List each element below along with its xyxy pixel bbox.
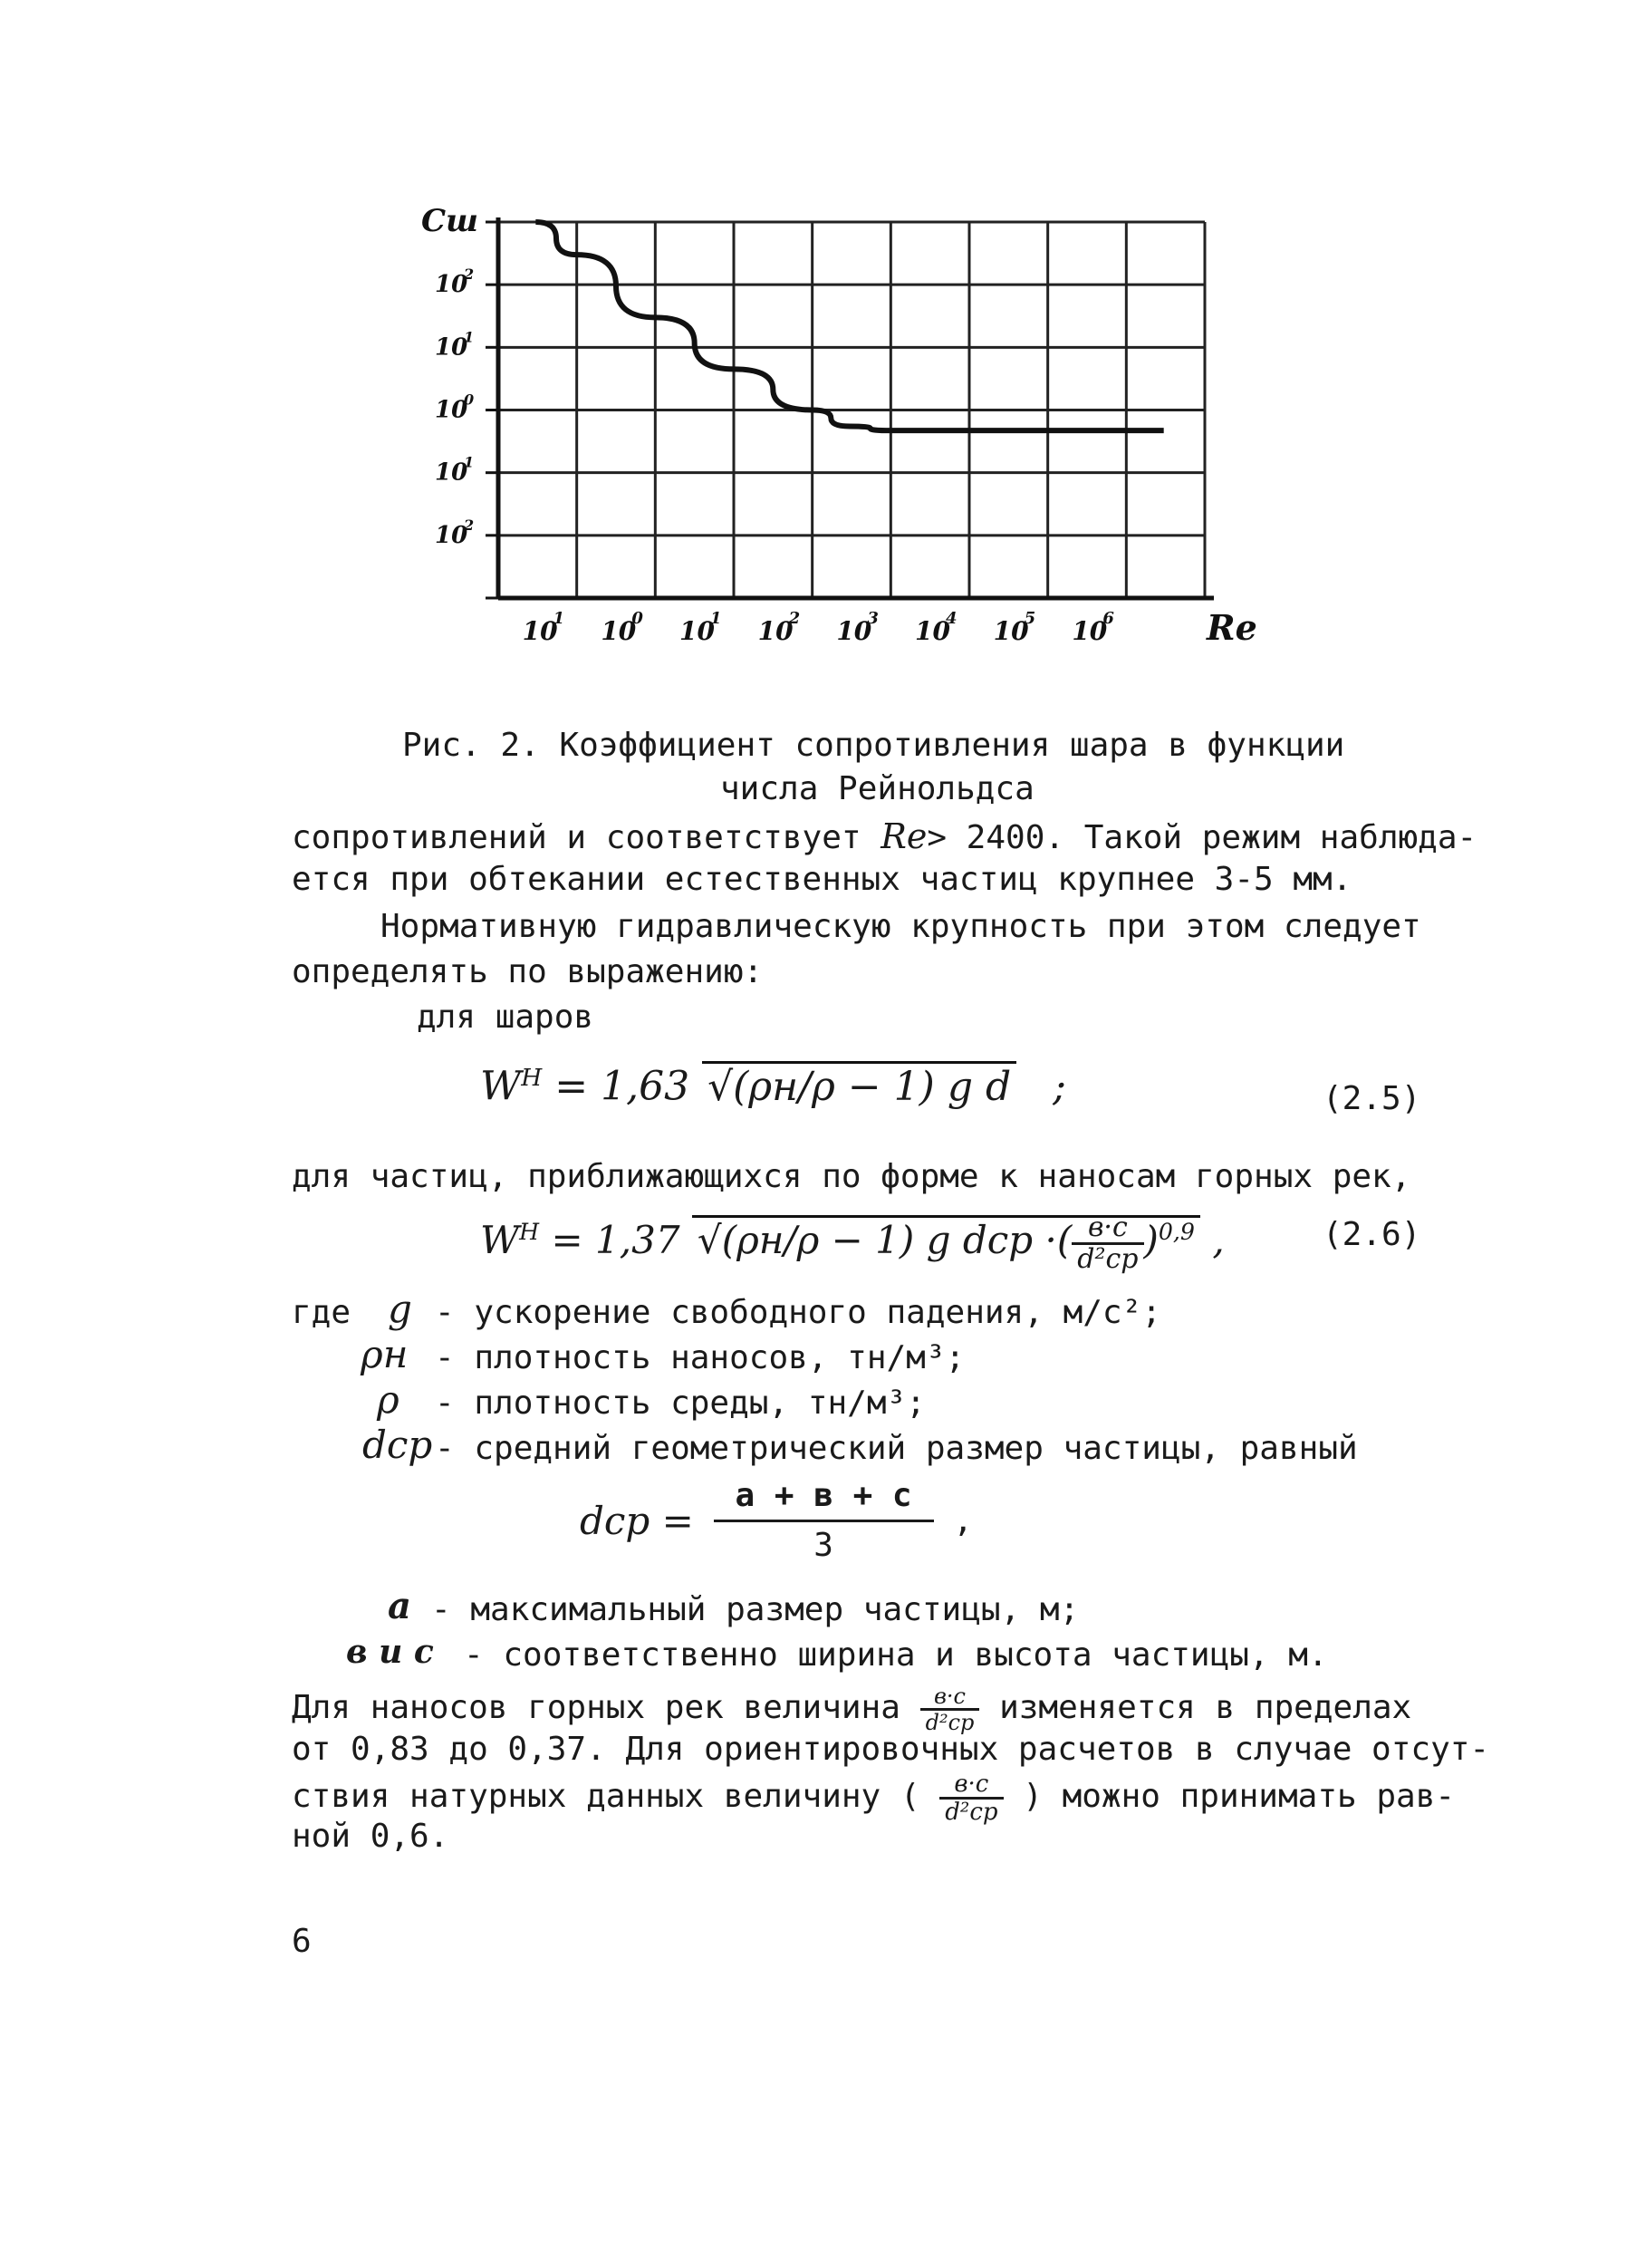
eq1-sqrt: √(ρн/ρ − 1) g d — [702, 1061, 1016, 1110]
eq2-sqrt: √(ρн/ρ − 1) g dср ·( $\frac{в\cdot с}{\text{d²ср}}$ )$^{0,9}$ — [692, 1215, 1200, 1262]
paragraph-3-line-1 — [292, 1681, 1411, 1735]
inline-fraction-1-num: в·с — [920, 1684, 980, 1711]
x-axis-label: Re — [1207, 607, 1257, 648]
y-tick-exponent: 1 — [464, 453, 475, 471]
x-tick-label: 10 — [836, 616, 872, 646]
y-tick-labels — [435, 265, 474, 549]
x-tick-exponent: 2 — [788, 609, 801, 628]
figure-caption-line-1: Рис. 2. Коэффициент сопротивления шара в функции — [402, 727, 1345, 764]
eq2-coefficient: = 1,37 — [551, 1218, 680, 1262]
x-tick-exponent: 4 — [946, 609, 958, 628]
x-tick-exponent: 6 — [1102, 609, 1114, 628]
eq1-end: ; — [1053, 1063, 1066, 1110]
eq2-lhs: W — [480, 1218, 520, 1262]
eq1-lhs-sup: H — [521, 1064, 543, 1092]
for-balls-label: для шаров — [417, 999, 594, 1036]
x-tick-label: 10 — [679, 616, 715, 646]
eq2-end: , — [1212, 1218, 1225, 1262]
eq2-fraction-den: d²ср — [1077, 1242, 1139, 1275]
x-tick-exponent: 3 — [867, 609, 879, 628]
equation-2-5 — [480, 1051, 1066, 1115]
rho-h-description: - плотность наносов, тн/м³; — [435, 1339, 966, 1376]
symbol-b-c: в и с — [346, 1633, 434, 1671]
equation-2-6 — [480, 1205, 1225, 1274]
x-tick-label: 10 — [1072, 616, 1108, 646]
re-symbol: Re — [881, 816, 928, 856]
chart-grid — [498, 222, 1205, 598]
y-tick-exponent: 0 — [464, 391, 475, 409]
eq2-radicand: (ρн/ρ − 1) g dср · — [721, 1218, 1057, 1262]
x-tick-exponent: 1 — [710, 609, 722, 628]
inline-fraction-2 — [939, 1771, 1003, 1825]
chart-axes — [486, 217, 1214, 598]
y-tick-label: 10 — [435, 521, 468, 549]
y-tick-exponent: 2 — [464, 265, 475, 284]
p1-text-b: > 2400. Такой режим наблюда- — [927, 819, 1477, 856]
inline-fraction-2-den: d²ср — [945, 1798, 998, 1826]
x-tick-exponent: 0 — [631, 609, 643, 628]
paragraph-3-line-4: ной 0,6. — [292, 1818, 449, 1855]
rho-description: - плотность среды, тн/м³; — [435, 1385, 926, 1422]
eq1-radicand: (ρн/ρ − 1) g d — [733, 1063, 1012, 1110]
p3-text-a: Для наносов горных рек величина — [292, 1689, 900, 1726]
dcp-fraction-num: a + в + c — [714, 1472, 934, 1522]
symbol-rho-h: ρн — [361, 1332, 409, 1376]
inline-fraction-1-den: d²ср — [925, 1709, 975, 1735]
p1-text-a: сопротивлений и соответствует — [292, 819, 881, 856]
x-tick-exponent: 5 — [1024, 609, 1036, 628]
p3-text-b: изменяется в пределах — [999, 1689, 1412, 1726]
x-tick-labels — [523, 609, 1115, 646]
page-number: 6 — [292, 1923, 312, 1960]
symbol-g: g — [388, 1287, 412, 1331]
dcp-formula — [580, 1472, 973, 1569]
drag-coefficient-chart — [399, 181, 1257, 661]
x-tick-exponent: 1 — [553, 609, 565, 628]
eq1-coefficient: = 1,63 — [554, 1063, 690, 1110]
eq1-lhs: W — [480, 1063, 522, 1110]
dcp-fraction — [714, 1472, 934, 1569]
figure-caption-line-2: числа Рейнольдса — [720, 770, 1035, 807]
y-tick-label: 10 — [435, 458, 468, 487]
paragraph-3-line-3 — [292, 1767, 1455, 1827]
dcp-description: - средний геометрический размер частицы, равный — [435, 1430, 1358, 1467]
equation-2-5-number: (2.5) — [1323, 1080, 1421, 1117]
x-tick-label: 10 — [915, 616, 950, 646]
for-particles-line: для частиц, приближающихся по форме к наносам горных рек, — [292, 1158, 1411, 1195]
paragraph-1-line-2: ется при обтекании естественных частиц крупнее 3-5 мм. — [292, 861, 1352, 898]
g-description: - ускорение свободного падения, м/с²; — [435, 1294, 1161, 1331]
paragraph-1-line-1 — [292, 816, 1477, 859]
eq2-fraction — [1072, 1213, 1143, 1274]
x-tick-label: 10 — [757, 616, 794, 646]
dcp-formula-comma: , — [953, 1502, 973, 1539]
a-description: - максимальный размер частицы, м; — [431, 1591, 1080, 1628]
symbol-dcp: dср — [362, 1423, 433, 1467]
x-tick-label: 10 — [993, 616, 1029, 646]
where-word: где — [292, 1294, 351, 1331]
y-tick-exponent: 2 — [464, 516, 475, 534]
dcp-fraction-den: 3 — [813, 1527, 833, 1564]
y-tick-exponent: 1 — [464, 328, 475, 346]
y-tick-label: 10 — [435, 333, 468, 362]
inline-fraction-1 — [920, 1684, 980, 1734]
symbol-rho: ρ — [377, 1377, 399, 1422]
paragraph-2-line-1: Нормативную гидравлическую крупность при этом следует — [380, 908, 1421, 945]
p3-text-d: ствия натурных данных величину ( — [292, 1778, 920, 1815]
b-c-description: - соответственно ширина и высота частицы, м. — [464, 1636, 1328, 1674]
dcp-formula-lhs: dср = — [580, 1499, 694, 1543]
y-tick-label: 10 — [435, 271, 468, 299]
paragraph-2-line-2: определять по выражению: — [292, 953, 764, 990]
eq2-lhs-sup: H — [519, 1219, 540, 1245]
x-tick-label: 10 — [601, 616, 637, 646]
y-axis-label: Cш — [421, 203, 479, 239]
series-line — [535, 222, 1163, 430]
symbol-a: a — [388, 1585, 411, 1627]
inline-fraction-2-num: в·с — [939, 1771, 1003, 1800]
eq2-exponent: 0,9 — [1158, 1219, 1195, 1245]
eq2-fraction-num: в·с — [1072, 1213, 1143, 1245]
paragraph-3-line-2: от 0,83 до 0,37. Для ориентировочных расчетов в случае отсут- — [292, 1731, 1490, 1768]
p3-text-e: ) можно принимать рав- — [1023, 1778, 1456, 1815]
equation-2-6-number: (2.6) — [1323, 1216, 1421, 1253]
y-tick-label: 10 — [435, 396, 468, 424]
x-tick-label: 10 — [522, 616, 558, 646]
